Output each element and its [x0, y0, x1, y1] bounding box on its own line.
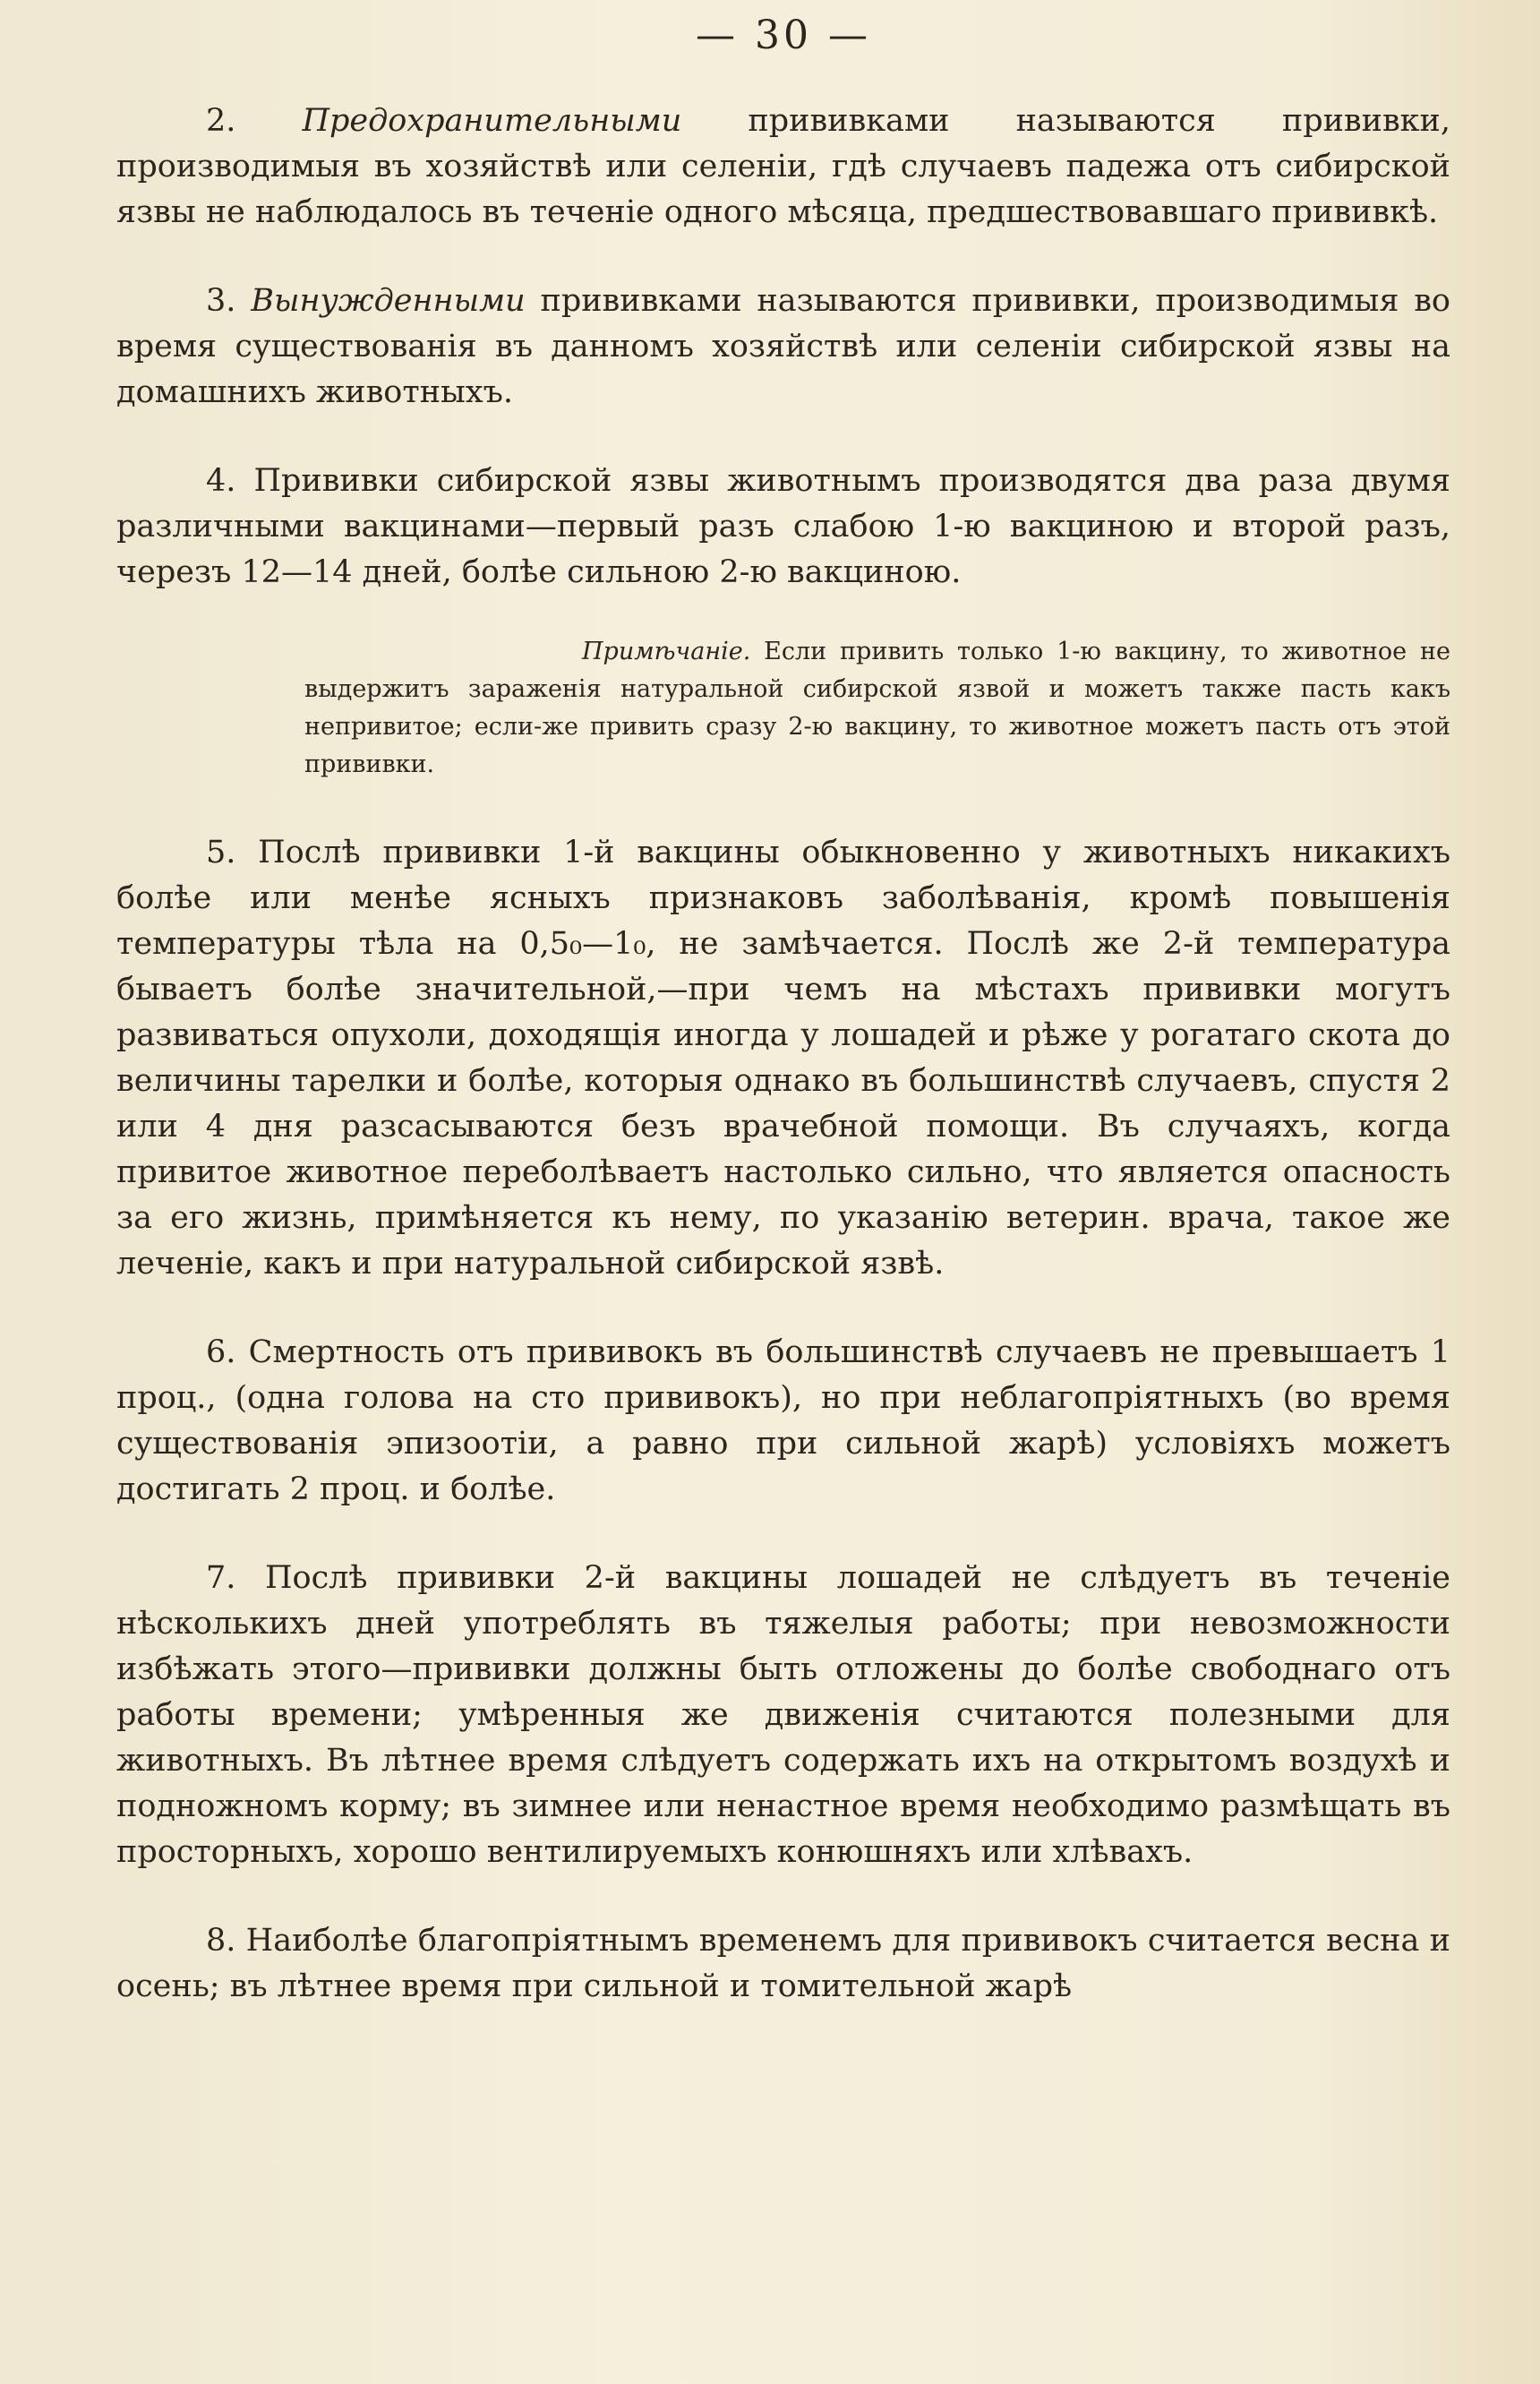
paragraph-5: 5. Послѣ прививки 1-й вакцины обыкновенно у животныхъ никакихъ болѣе или менѣе ясныхъ признаковъ заболѣванiя, кромѣ повышенiя температуры тѣла на 0,5₀—1₀, не замѣчается. Послѣ же 2-й температура бываетъ болѣе значительной,—при чемъ на мѣстахъ прививки могутъ развиваться опухоли, доходящiя иногда у лошадей и рѣже у рогатаго скота до величины тарелки и болѣе, которыя однако въ большинствѣ случаевъ, спустя 2 или 4 дня разсасываются безъ врачебной помощи. Въ случаяхъ, когда привитое животное переболѣваетъ настолько сильно, что является опасность за его жизнь, примѣняется къ нему, по указанiю ветерин. врача, такое же леченiе, какъ и при натуральной сибирской язвѣ.	[116, 835, 1450, 1282]
paragraph-4	[116, 459, 1450, 596]
paragraph-3-text: прививками называются прививки, производимыя во время существованiя въ данномъ хозяйствѣ или селенiи сибирской язвы на домашнихъ животныхъ.	[116, 283, 1450, 410]
page-number: — 30 —	[696, 13, 871, 58]
paragraph-8: 8. Наиболѣе благопрiятнымъ временемъ для прививокъ считается весна и осень; въ лѣтнее время при сильной и томительной жарѣ	[116, 1923, 1450, 2004]
paragraph-2-text: прививками называются прививки, производимыя въ хозяйствѣ или селенiи, гдѣ случаевъ падежа отъ сибирской язвы не наблюдалось въ теченiе одного мѣсяца, предшествовавшаго прививкѣ.	[116, 103, 1450, 230]
paragraph-2-term: Предохранительными	[302, 103, 682, 139]
paragraph-2	[116, 99, 1450, 236]
paragraph-3-term: Вынужденными	[251, 283, 526, 319]
paragraph-7: 7. Послѣ прививки 2-й вакцины лошадей не слѣдуетъ въ теченiе нѣсколькихъ дней употреблять въ тяжелыя работы; при невозможности избѣжать этого—прививки должны быть отложены до болѣе свободнаго отъ работы времени; умѣренныя же движенiя считаются полезными для животныхъ. Въ лѣтнее время слѣдуетъ содержать ихъ на открытомъ воздухѣ и подножномъ корму; въ зимнее или ненастное время необходимо размѣщать въ просторныхъ, хорошо вентилируемыхъ конюшняхъ или хлѣвахъ.	[116, 1560, 1450, 1870]
footnote-remark	[304, 633, 1450, 784]
paragraph-2-lead: 2.	[206, 103, 303, 139]
paragraph-3-lead: 3.	[206, 283, 252, 319]
paragraph-6: 6. Смертность отъ прививокъ въ большинствѣ случаевъ не превышаетъ 1 проц., (одна голова на сто прививокъ), но при неблагопрiятныхъ (во время существованiя эпизоотiи, а равно при сильной жарѣ) условiяхъ можетъ достигать 2 проц. и болѣе.	[116, 1334, 1450, 1507]
footnote-label: Примѣчанiе.	[582, 638, 751, 665]
paragraph-4-text: 4. Прививки сибирской язвы животнымъ производятся два раза двумя различными вакцинами—первый разъ слабою 1-ю вакциною и второй разъ, черезъ 12—14 дней, болѣе сильною 2-ю вакциною.	[116, 463, 1450, 590]
paragraph-3	[116, 279, 1450, 416]
footnote-text: Если привить только 1-ю вакцину, то животное не выдержитъ зараженiя натуральной сибирской язвой и можетъ также пасть какъ непривитое; если-же привить сразу 2-ю вакцину, то животное можетъ пасть отъ этой прививки.	[304, 638, 1450, 778]
